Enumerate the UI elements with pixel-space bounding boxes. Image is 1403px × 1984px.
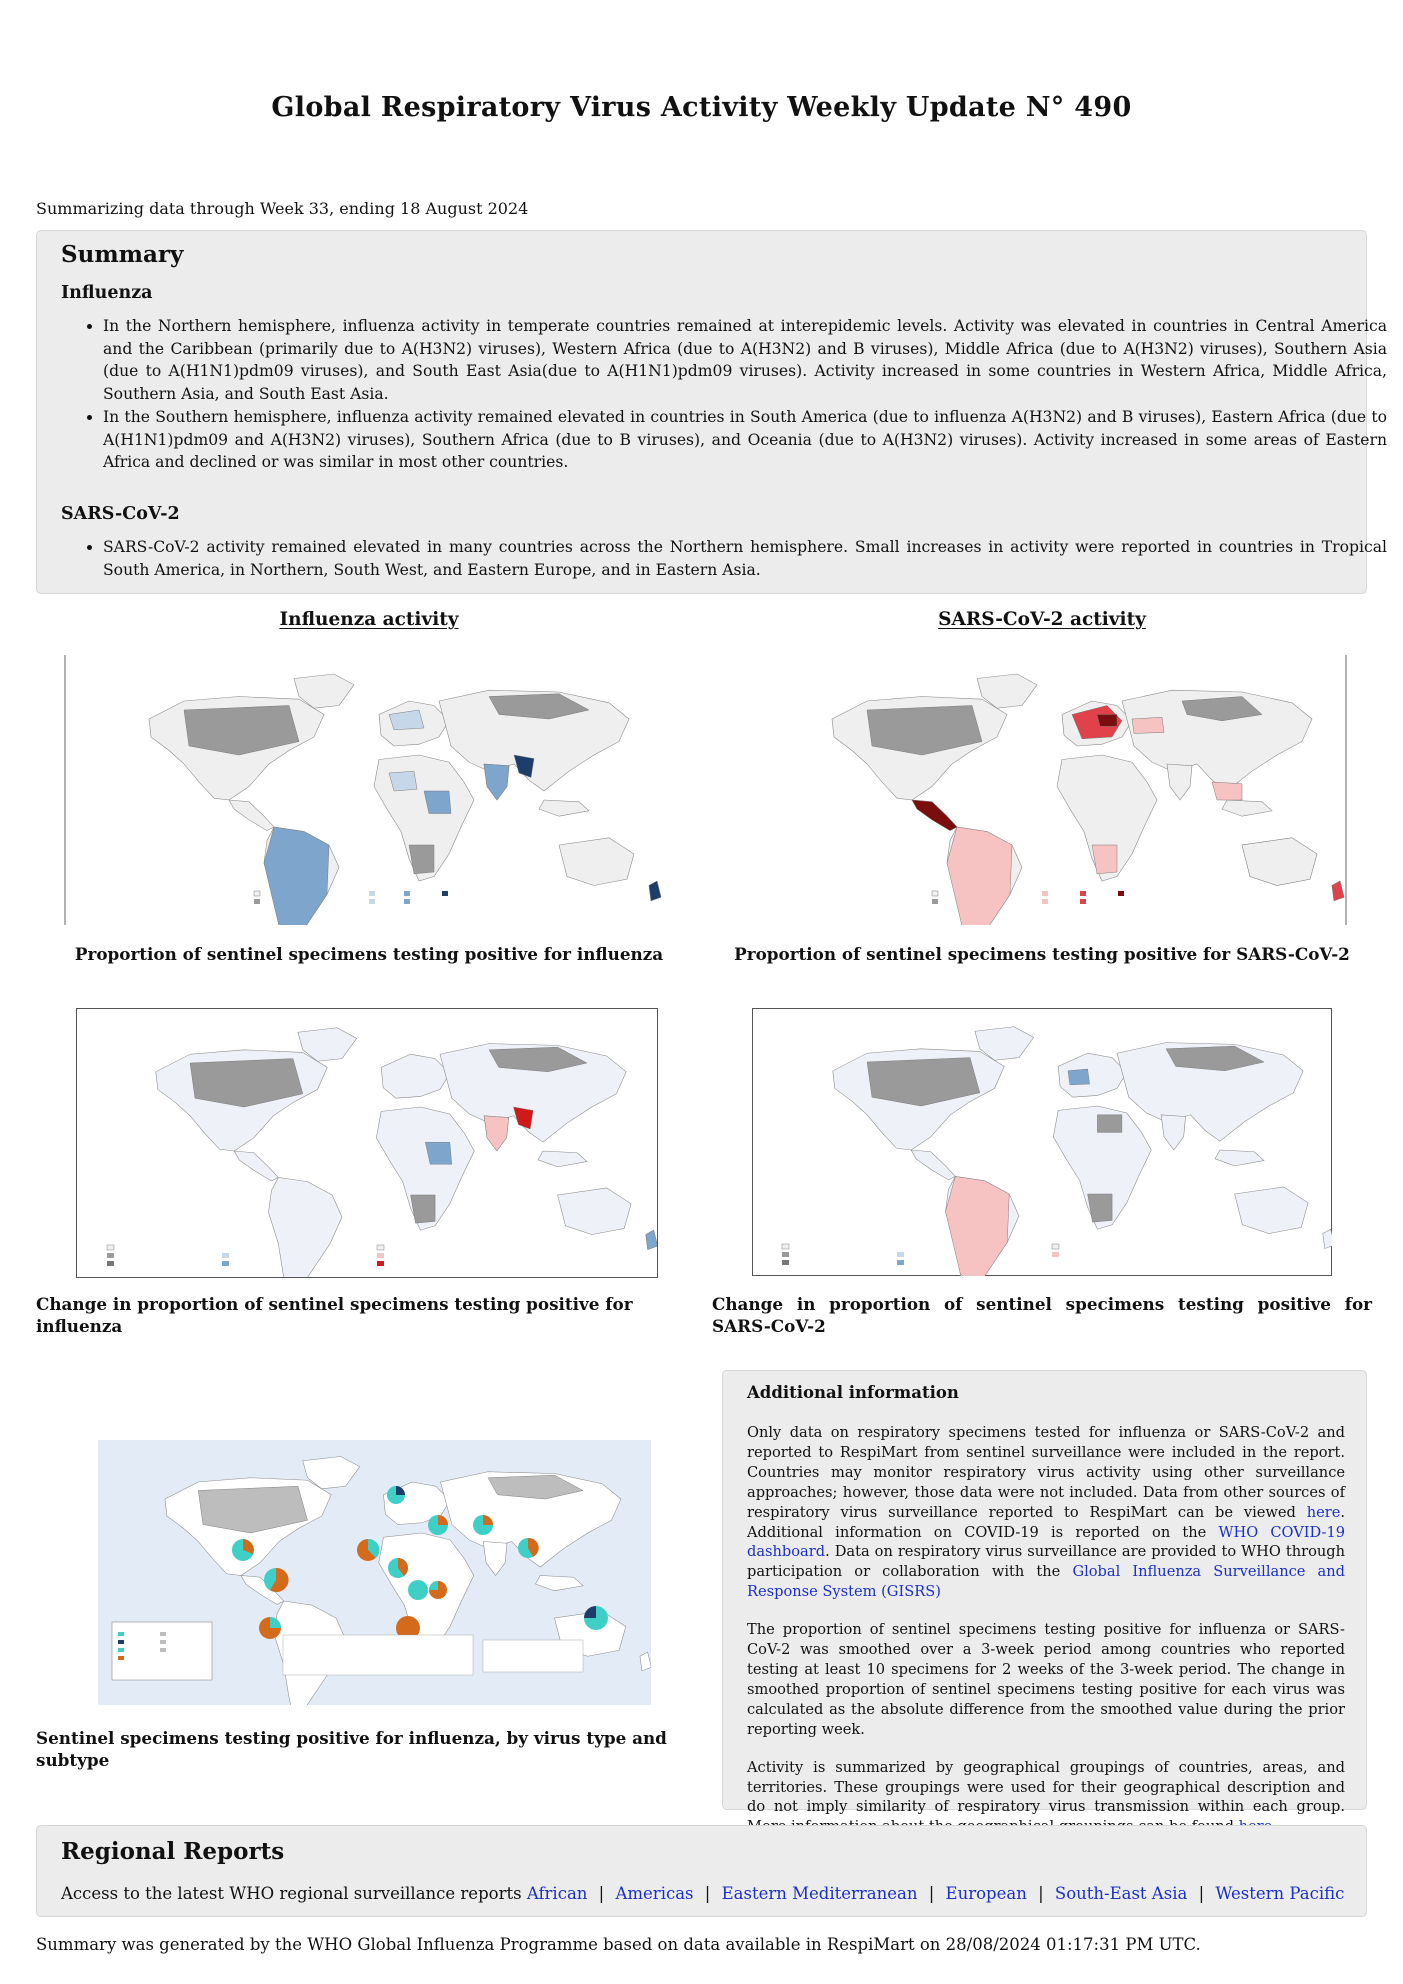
influenza-subtype-map [98, 1440, 651, 1705]
sars-heading: SARS-CoV-2 [61, 504, 180, 524]
sars-change-legend [782, 1244, 1059, 1265]
report-period: Summarizing data through Week 33, ending 18 August 2024 [36, 199, 529, 218]
additional-info-heading: Additional information [747, 1383, 959, 1402]
info-paragraph-1: Only data on respiratory specimens tested for influenza or SARS-CoV-2 and reported to RespiMart from sentinel surveillance were included in the report. Countries may monitor respiratory virus activity using other surveillance approaches; however, those data were not included. Data from other sources of respiratory virus surveillance reported to RespiMart can be viewed here. Additional information on COVID-19 is reported on the WHO COVID-19 dashboard. Data on respiratory virus surveillance are provided to WHO through participation or collaboration with the Global Influenza Surveillance and Response System (GISRS) [747, 1424, 1346, 1601]
generation-footer: Summary was generated by the WHO Global Influenza Programme based on data available in RespiMart on 28/08/2024 01:17:31 PM UTC. [36, 1935, 1201, 1954]
respimart-data-link[interactable]: here [1306, 1503, 1341, 1521]
summary-heading: Summary [61, 241, 184, 268]
regional-link-americas[interactable]: Americas [615, 1884, 694, 1903]
sars-change-caption: Change in proportion of sentinel specimens testing positive for SARS-CoV-2 [712, 1294, 1372, 1336]
influenza-change-map-image [77, 1009, 657, 1277]
regional-links-line: Access to the latest WHO regional surveillance reports African | Americas | Eastern Mediterranean | European | South-East Asia | Western Pacific [61, 1884, 1345, 1903]
influenza-change-map [76, 1008, 658, 1278]
subtype-caption: Sentinel specimens testing positive for influenza, by virus type and subtype [36, 1728, 667, 1770]
regional-link-western-pacific[interactable]: Western Pacific [1215, 1884, 1345, 1903]
info-paragraph-3: Activity is summarized by geographical groupings of countries, areas, and territories. These groupings were used for their geographical description and do not imply similarity of respiratory virus transmission within each group. [747, 1758, 1345, 1838]
regional-link-south-east-asia[interactable]: South-East Asia [1054, 1884, 1188, 1903]
covid-dashboard-link[interactable]: WHO COVID-19 dashboard [747, 1523, 1346, 1561]
subtype-table [283, 1635, 583, 1675]
sars-proportion-map [752, 655, 1347, 925]
sars-bullet: • SARS-CoV-2 activity remained elevated in many countries across the Northern hemisphere. Small increases in activity were reported in countries in Tropical South America, in Northern, South West, and Eastern Europe, and in Eastern Asia. [103, 536, 1387, 581]
influenza-bullet-southern: • In the Southern hemisphere, influenza activity remained elevated in countries in South America (due to influenza A(H3N2) and B viruses), Eastern Africa (due to A(H1N1)pdm09 and A(H3N2) viruses), Southern Africa (due to B viruses), and Oceania (due to A(H3N2) viruses). Activity increased in some areas of Eastern Africa and declined or was similar in most other countries. [103, 406, 1387, 474]
influenza-activity-heading: Influenza activity [279, 609, 459, 630]
sars-activity-heading: SARS-CoV-2 activity [938, 609, 1146, 630]
subtype-legend [112, 1622, 212, 1680]
sars-change-map [752, 1008, 1332, 1276]
influenza-bullet-northern: • In the Northern hemisphere, influenza activity in temperate countries remained at interepidemic levels. Activity was elevated in countries in Central America and the Caribbean (primarily due to A(H3N2) viruses), Western Africa (due to A(H3N2) and B viruses), Middle Africa (due to A(H3N2) viruses), Southern Asia (due to A(H1N1)pdm09 viruses), and South East Asia(due to A(H1N1)pdm09 viruses). Activity increased in some countries in Western Africa, Middle Africa, Southern Asia, and South East Asia. [103, 315, 1387, 405]
regional-link-african[interactable]: African [526, 1884, 588, 1903]
sars-change-map-image [752, 1008, 1332, 1276]
sars-proportion-map-image [752, 655, 1347, 925]
influenza-subtype-map-image [98, 1440, 651, 1705]
regional-link-european[interactable]: European [945, 1884, 1027, 1903]
influenza-heading: Influenza [61, 283, 153, 303]
info-paragraph-2: The proportion of sentinel specimens testing positive for influenza or SARS-CoV-2 was smoothed over a 3-week period among countries who reported testing at least 10 specimens for 2 weeks of the 3-week period. The change in smoothed proportion of sentinel specimens testing positive for each virus was calculated as the absolute difference from the smoothed value during the prior reporting week. [747, 1621, 1345, 1738]
influenza-proportion-caption: Proportion of sentinel specimens testing positive for influenza [74, 944, 664, 964]
gisrs-link[interactable]: Global Influenza Surveillance and Response System (GISRS) [747, 1563, 1345, 1601]
additional-info-panel [722, 1370, 1367, 1816]
summary-panel [36, 230, 1387, 594]
influenza-proportion-map-image [64, 655, 674, 925]
influenza-change-legend [107, 1245, 384, 1266]
regional-link-eastern-mediterranean[interactable]: Eastern Mediterranean [721, 1884, 918, 1903]
influenza-proportion-map [64, 655, 674, 925]
page-title: Global Respiratory Virus Activity Weekly Update N° 490 [271, 92, 1132, 123]
influenza-change-caption: Change in proportion of sentinel specimens testing positive for influenza [36, 1294, 633, 1336]
sars-proportion-caption: Proportion of sentinel specimens testing positive for SARS-CoV-2 [734, 944, 1350, 964]
regional-reports-panel [36, 1825, 1367, 1917]
sars-bullets [61, 536, 1387, 582]
influenza-bullets [61, 315, 1387, 475]
regional-reports-heading: Regional Reports [61, 1838, 285, 1865]
